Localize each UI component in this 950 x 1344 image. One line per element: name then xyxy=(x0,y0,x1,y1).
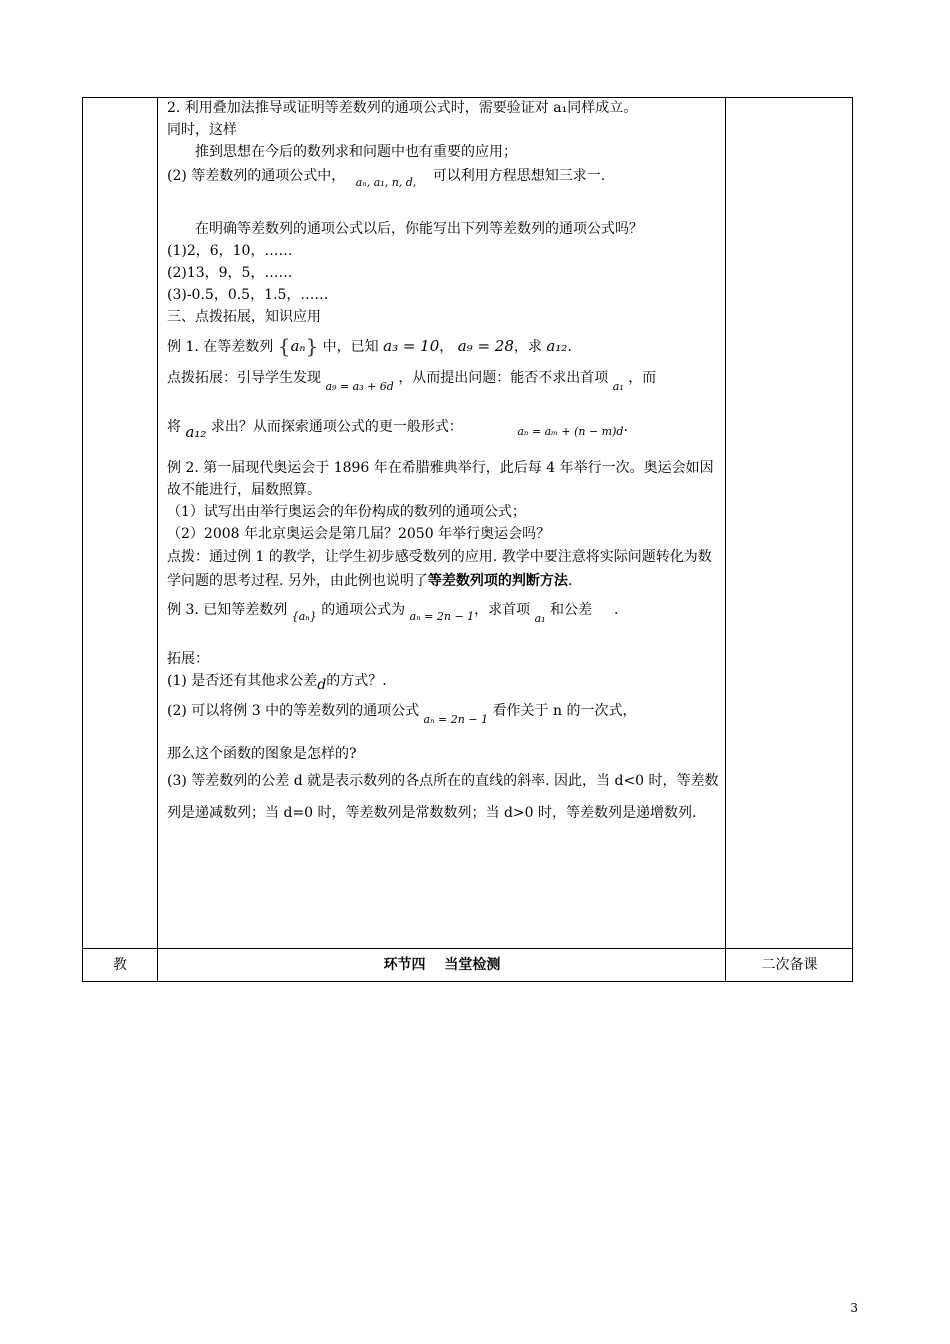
extension-2: (2) 可以将例 3 中的等差数列的通项公式 $_{a_n = 2n - 1}$ 看作关于 n 的一次式， xyxy=(167,703,637,726)
tip-1: 点拨拓展：引导学生发现 $_{a_9 = a_3 + 6d}$ ，从而提出问题：能否不求出首项 $_{a_1}$ ，而 xyxy=(167,370,657,393)
stage-four-title: 环节四 当堂检测 xyxy=(383,957,501,973)
example-2: 例 2. 第一届现代奥运会于 1896 年在希腊雅典举行，此后每 4 年举行一次。奥运会如因故不能进行，届数照算。 xyxy=(167,460,714,498)
sequence-1: (1)2，6，10，…… xyxy=(167,243,293,259)
section-heading: 三、点拨拓展，知识应用 xyxy=(167,309,321,325)
example-2-q1: （1）试写出由举行奥运会的年份构成的数列的通项公式； xyxy=(167,504,526,520)
extension-2-cont: 那么这个函数的图象是怎样的? xyxy=(167,746,357,762)
example-3: 例 3. 已知等差数列 $_{\{a_n\}}$ 的通项公式为 $_{a_n = 2n - 1}$，求首项 $_{a_1}$ 和公差 . xyxy=(167,602,619,625)
tip-2: 将 a₁₂ 求出？从而探索通项公式的更一般形式： $_{a_n = a_m + (n - m)d}$. xyxy=(167,419,628,441)
example-2-q2: （2）2008 年北京奥运会是第几届？2050 年举行奥运会吗？ xyxy=(167,526,551,542)
extension-3: (3) 等差数列的公差 d 就是表示数列的各点所在的直线的斜率. 因此，当 d<0 时，等差数列是递减数列；当 d=0 时，等差数列是常数数列；当 d>0 时，等差数列是递增数列. xyxy=(167,773,719,821)
lesson-content xyxy=(167,97,719,829)
extension-1: (1) 是否还有其他求公差d的方式？. xyxy=(167,673,387,693)
secondary-prep-label: 二次备课 xyxy=(761,957,818,973)
sequence-2: (2)13，9，5，…… xyxy=(167,265,293,281)
formula-a9: a₉ = a₃ + 6d xyxy=(325,380,394,393)
example-1: 例 1. 在等差数列 {aₙ} 中，已知 a₃ = 10， a₉ = 28，求 a₁₂. xyxy=(167,334,572,358)
tip-3: 点拨：通过例 1 的教学，让学生初步感受数列的应用. 教学中要注意将实际问题转化为数学问题的思考过程. 另外，由此例也说明了等差数列项的判断方法. xyxy=(167,549,712,589)
brace-open-icon: { xyxy=(277,334,291,358)
paragraph-2: (2) 等差数列的通项公式中， $_{a_n, a_1, n, d,}$ 可以利用方程思想知三求一. xyxy=(167,168,606,189)
line-2: 同时，这样 xyxy=(167,122,237,138)
line-3: 推到思想在今后的数列求和问题中也有重要的应用； xyxy=(195,144,517,160)
brace-close-icon: } xyxy=(305,334,319,358)
question-intro: 在明确等差数列的通项公式以后，你能写出下列等差数列的通项公式吗？ xyxy=(195,221,643,237)
line-1: 2. 利用叠加法推导或证明等差数列的通项公式时，需要验证对 a₁同样成立。 xyxy=(167,100,638,116)
formula-ex3: aₙ = 2n − 1 xyxy=(409,610,475,623)
sequence-3: (3)-0.5，0.5，1.5，…… xyxy=(167,287,329,303)
formula-general: aₙ = aₘ + (n − m)d xyxy=(517,425,624,438)
row-label-teach: 教 xyxy=(113,957,127,973)
formula-ext2: aₙ = 2n − 1 xyxy=(423,713,489,726)
extension-title: 拓展： xyxy=(167,651,209,667)
formula-variables: aₙ, a₁, n, d, xyxy=(355,176,417,189)
page-number: 3 xyxy=(850,1301,858,1315)
